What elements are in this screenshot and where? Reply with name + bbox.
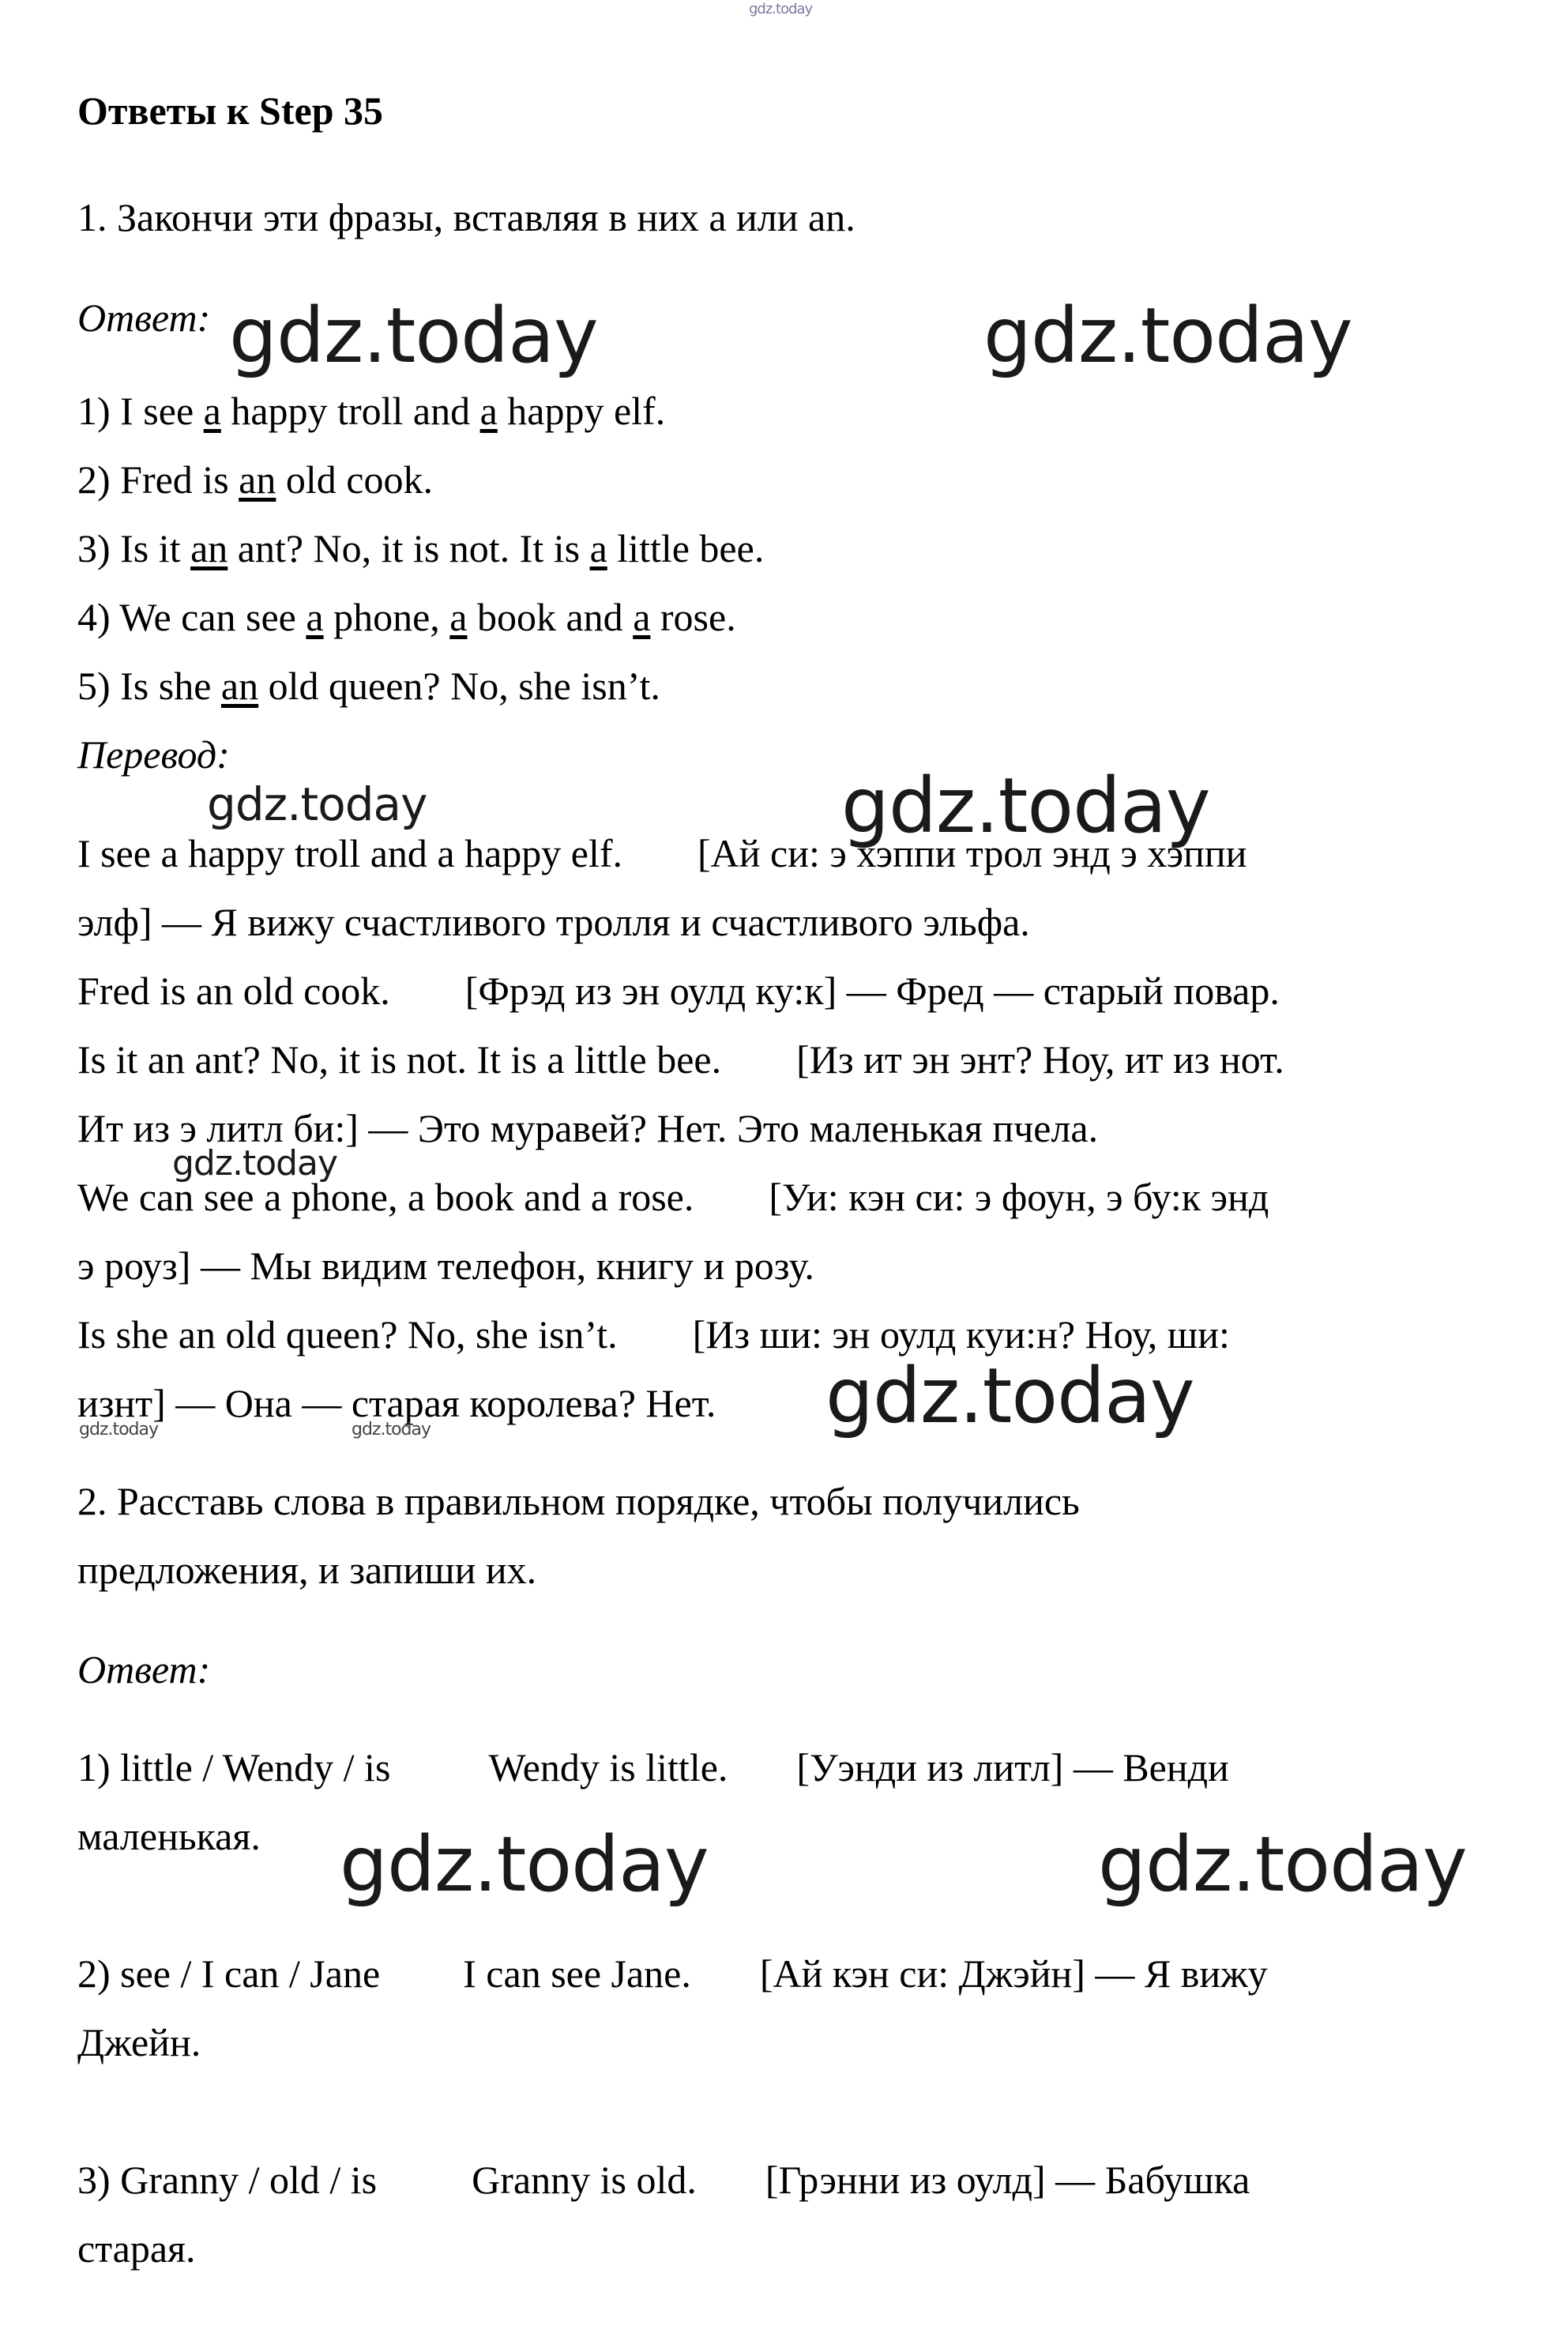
answer-line-5 (77, 662, 660, 709)
translation-english: We can see a phone, a book and a rose. (77, 1175, 694, 1219)
line-text: Is she (120, 664, 212, 708)
task2-item-2-line-2: Джейн. (77, 2020, 201, 2064)
translation-3-line-2: Ит из э литл би:] — Это муравей? Нет. Это маленькая пчела. (77, 1106, 1099, 1150)
answer-line-4 (77, 593, 736, 641)
article: a (589, 526, 607, 570)
watermark-4: gdz.today (841, 762, 1210, 850)
answer-line-1 (77, 387, 665, 435)
correct-sentence: Granny is old. (472, 2158, 697, 2202)
line-text: We can see (119, 595, 296, 639)
page-title: Ответы к Step 35 (77, 88, 384, 133)
line-text: I see (120, 389, 194, 433)
article: a (203, 389, 221, 433)
translation-english: I see a happy troll and a happy elf. (77, 831, 623, 875)
watermark-6: gdz.today (825, 1352, 1194, 1440)
translation-english: Fred is an old cook. (77, 969, 390, 1013)
task2-instruction-line-2: предложения, и запиши их. (77, 1548, 537, 1592)
article: a (306, 595, 324, 639)
correct-sentence: Wendy is little. (488, 1745, 728, 1789)
line-text: old queen? No, she isn’t. (268, 664, 660, 708)
translation-english: Is she an old queen? No, she isn’t. (77, 1312, 618, 1357)
line-number: 4) (77, 595, 111, 639)
translation-russian: [Ай си: э хэппи трол энд э хэппи (698, 831, 1247, 875)
line-number: 3) (77, 526, 111, 570)
article: a (479, 389, 498, 433)
translation-label: Перевод: (77, 732, 230, 777)
line-text: happy elf. (507, 389, 666, 433)
watermark-8: gdz.today (352, 1420, 431, 1439)
watermark-9: gdz.today (340, 1820, 709, 1909)
article: an (220, 664, 259, 708)
line-text: little bee. (617, 526, 765, 570)
line-text: Fred is (120, 457, 229, 502)
watermark-10: gdz.today (1098, 1820, 1467, 1909)
watermark-7: gdz.today (79, 1420, 159, 1439)
sentence-translation: [Ай кэн си: Джэйн] — Я вижу (759, 1951, 1268, 1996)
line-text: Is it (120, 526, 181, 570)
line-text: phone, (333, 595, 440, 639)
task2-item-1-line-1 (77, 1744, 1229, 1791)
correct-sentence: I can see Jane. (463, 1951, 691, 1996)
translation-4-line-1 (77, 1173, 1269, 1221)
task2-item-3-line-2: старая. (77, 2226, 196, 2271)
watermark-1: gdz.today (229, 292, 598, 380)
translation-2 (77, 967, 1280, 1014)
line-text: old cook. (285, 457, 433, 502)
line-text: happy troll and (231, 389, 471, 433)
translation-english: Is it an ant? No, it is not. It is a little bee. (77, 1037, 722, 1082)
sentence-translation: [Уэнди из литл] — Венди (796, 1745, 1229, 1789)
translation-1-line-1 (77, 830, 1247, 877)
line-text: book and (476, 595, 623, 639)
translation-1-line-2: элф] — Я вижу счастливого тролля и счастливого эльфа. (77, 900, 1030, 944)
task1-instruction: 1. Закончи эти фразы, вставляя в них a или an. (77, 195, 855, 239)
watermark-2: gdz.today (983, 292, 1352, 380)
translation-russian: [Из ши: эн оулд куи:н? Ноу, ши: (692, 1312, 1230, 1357)
translation-3-line-1 (77, 1036, 1284, 1083)
task1-answer-label: Ответ: (77, 295, 211, 340)
task2-item-3-line-1 (77, 2156, 1250, 2203)
line-text: rose. (660, 595, 736, 639)
translation-russian: [Из ит эн энт? Ноу, ит из нот. (796, 1037, 1284, 1082)
watermark-top: gdz.today (749, 1, 813, 17)
line-text: ant? No, it is not. It is (237, 526, 581, 570)
scrambled-words: 2) see / I can / Jane (77, 1951, 381, 1996)
line-number: 5) (77, 664, 111, 708)
translation-russian: [Уи: кэн си: э фоун, э бу:к энд (769, 1175, 1269, 1219)
article: a (449, 595, 468, 639)
answer-line-3 (77, 525, 764, 572)
article: an (239, 457, 276, 502)
translation-4-line-2: э роуз] — Мы видим телефон, книгу и розу. (77, 1244, 814, 1288)
translation-russian: [Фрэд из эн оулд ку:к] — Фред — старый повар. (464, 969, 1280, 1013)
line-number: 1) (77, 389, 111, 433)
article: an (190, 526, 228, 570)
task2-instruction-line-1: 2. Расставь слова в правильном порядке, чтобы получились (77, 1479, 1080, 1523)
translation-5-line-1 (77, 1311, 1230, 1358)
watermark-3: gdz.today (207, 777, 427, 831)
translation-5-line-2: изнт] — Она — старая королева? Нет. (77, 1381, 716, 1425)
scrambled-words: 1) little / Wendy / is (77, 1745, 391, 1789)
task2-answer-label: Ответ: (77, 1647, 211, 1692)
line-number: 2) (77, 457, 111, 502)
task2-item-1-line-2: маленькая. (77, 1814, 261, 1858)
article: a (633, 595, 651, 639)
watermark-5: gdz.today (172, 1143, 338, 1184)
scrambled-words: 3) Granny / old / is (77, 2158, 378, 2202)
sentence-translation: [Грэнни из оулд] — Бабушка (765, 2158, 1250, 2202)
answer-line-2 (77, 456, 433, 503)
task2-item-2-line-1 (77, 1950, 1268, 1997)
